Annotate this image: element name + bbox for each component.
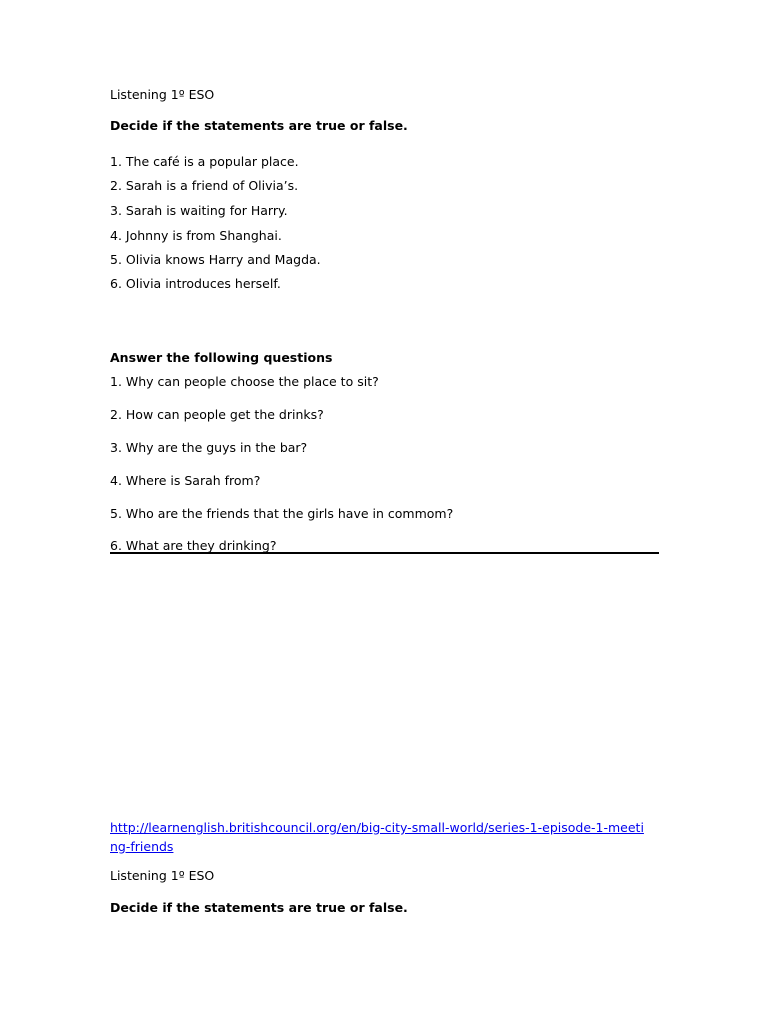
statement-item: 4. Johnny is from Shanghai. (110, 228, 282, 243)
true-false-instruction: Decide if the statements are true or false. (110, 118, 408, 133)
horizontal-rule (110, 552, 659, 554)
true-false-instruction-repeat: Decide if the statements are true or false. (110, 900, 408, 915)
statement-item: 3. Sarah is waiting for Harry. (110, 203, 288, 218)
question-item: 3. Why are the guys in the bar? (110, 440, 308, 455)
statement-item: 6. Olivia introduces herself. (110, 276, 281, 291)
question-item: 6. What are they drinking? (110, 538, 277, 553)
statement-item: 2. Sarah is a friend of Olivia’s. (110, 178, 299, 193)
worksheet-title-repeat: Listening 1º ESO (110, 868, 215, 883)
worksheet-title: Listening 1º ESO (110, 87, 215, 102)
question-item: 4. Where is Sarah from? (110, 473, 261, 488)
question-item: 1. Why can people choose the place to sit? (110, 374, 379, 389)
question-item: 2. How can people get the drinks? (110, 407, 324, 422)
source-link[interactable]: http://learnenglish.britishcouncil.org/en/big-city-small-world/series-1-episode-1-meeting-friends (110, 820, 644, 854)
question-item: 5. Who are the friends that the girls have in commom? (110, 506, 454, 521)
statement-item: 1. The café is a popular place. (110, 154, 299, 169)
questions-heading: Answer the following questions (110, 350, 333, 365)
statement-item: 5. Olivia knows Harry and Magda. (110, 252, 321, 267)
